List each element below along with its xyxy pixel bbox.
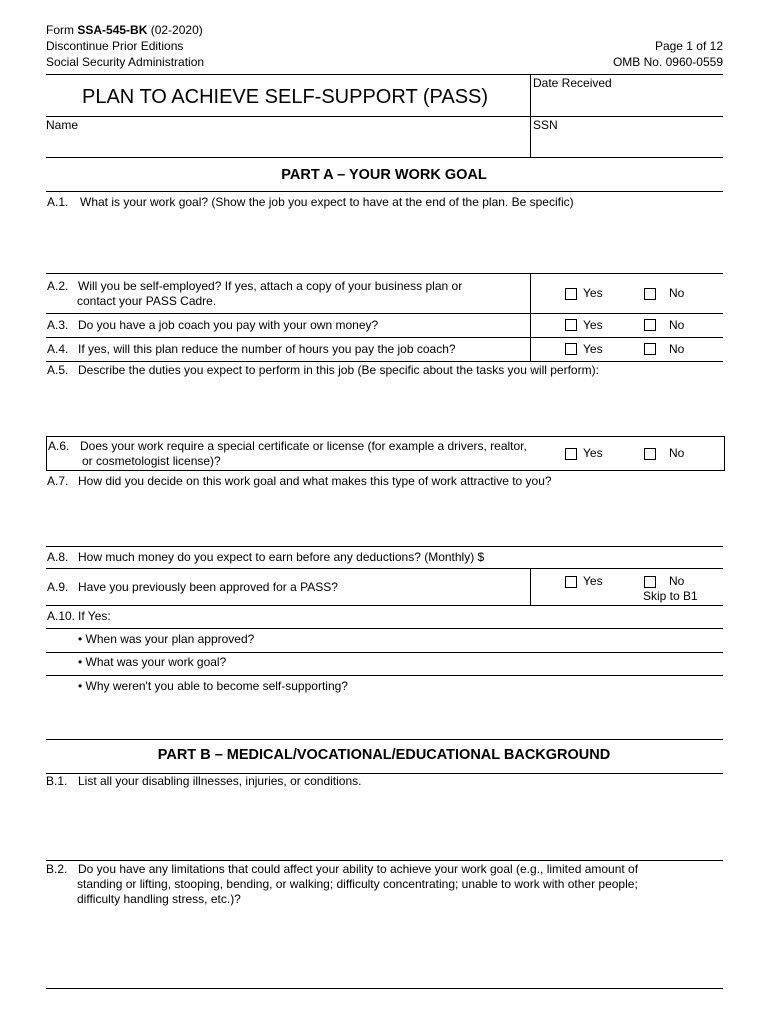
form-date: (02-2020) (147, 23, 203, 37)
a9-divider (530, 568, 531, 605)
a9-skip-instruction: Skip to B1 (643, 589, 698, 603)
a7-number: A.7. (47, 474, 69, 488)
a2-no-label: No (669, 286, 685, 300)
part-b-top-rule (46, 739, 723, 740)
a10-rule-3 (46, 675, 723, 676)
a1-bottom-rule (46, 273, 723, 274)
b1-number: B.1. (46, 774, 68, 788)
a2-number: A.2. (47, 279, 69, 293)
a4-divider (530, 337, 531, 361)
b2-number: B.2. (46, 862, 68, 876)
form-number: SSA-545-BK (77, 23, 148, 37)
a10-bullet-work-goal: • What was your work goal? (78, 655, 227, 669)
a9-no-checkbox[interactable] (644, 576, 656, 588)
part-a-rule (46, 191, 723, 192)
a7-answer-field[interactable] (46, 491, 723, 545)
ssn-label: SSN (533, 118, 558, 132)
a4-number: A.4. (47, 342, 69, 356)
a4-yes-label: Yes (583, 342, 603, 356)
b1-bottom-rule (46, 860, 723, 861)
a6-question-line1: Does your work require a special certificate or license (for example a drivers, realtor, (80, 439, 527, 453)
part-a-heading: PART A – YOUR WORK GOAL (281, 167, 487, 183)
b2-question-line2: standing or lifting, stooping, bending, or walking; difficulty concentrating; unable to work with other people; (77, 877, 638, 891)
a2-divider (530, 273, 531, 313)
a6-no-label: No (669, 446, 685, 460)
page-number: Page 1 of 12 (654, 39, 723, 53)
a1-question: What is your work goal? (Show the job you expect to have at the end of the plan. Be specific) (80, 195, 574, 209)
b2-answer-field[interactable] (46, 909, 723, 987)
date-received-field[interactable] (531, 90, 723, 116)
a3-divider (530, 313, 531, 337)
a10-bullet-approved: • When was your plan approved? (78, 632, 255, 646)
a3-question: Do you have a job coach you pay with your own money? (78, 318, 379, 332)
a10-rule-2 (46, 652, 723, 653)
a6-yes-checkbox[interactable] (565, 448, 577, 460)
a3-yes-label: Yes (583, 318, 603, 332)
a9-bottom-rule (46, 605, 723, 606)
a9-no-label: No (669, 574, 685, 588)
a6-yes-label: Yes (583, 446, 603, 460)
a5-answer-field[interactable] (46, 380, 723, 435)
a3-no-checkbox[interactable] (644, 319, 656, 331)
a2-no-checkbox[interactable] (644, 288, 656, 300)
ssn-field[interactable] (531, 132, 723, 157)
a10-work-goal-field[interactable] (240, 654, 722, 674)
a3-number: A.3. (47, 318, 69, 332)
a9-yes-checkbox[interactable] (565, 576, 577, 588)
agency-name: Social Security Administration (46, 55, 205, 69)
part-b-heading: PART B – MEDICAL/VOCATIONAL/EDUCATIONAL BACKGROUND (157, 747, 611, 763)
discontinue-note: Discontinue Prior Editions (46, 39, 184, 53)
page-title: PLAN TO ACHIEVE SELF-SUPPORT (PASS) (82, 86, 489, 108)
a7-bottom-rule (46, 546, 723, 547)
name-bottom-rule (46, 157, 723, 158)
title-top-rule (46, 74, 723, 75)
a9-number: A.9. (47, 580, 69, 594)
a6-right-border (724, 436, 725, 470)
a4-yes-checkbox[interactable] (565, 343, 577, 355)
a1-number: A.1. (47, 195, 69, 209)
a6-number: A.6. (48, 439, 70, 453)
a9-question: Have you previously been approved for a PASS? (78, 580, 338, 594)
a2-question-line1: Will you be self-employed? If yes, attach a copy of your business plan or (78, 279, 463, 293)
b1-question: List all your disabling illnesses, injuries, or conditions. (78, 774, 362, 788)
b2-question-line3: difficulty handling stress, etc.)? (77, 892, 241, 906)
name-top-rule (46, 116, 723, 117)
a6-top-rule (46, 436, 725, 437)
a6-left-border (46, 436, 47, 470)
a4-question: If yes, will this plan reduce the number of hours you pay the job coach? (78, 342, 456, 356)
a10-question: If Yes: (78, 609, 111, 623)
a7-question: How did you decide on this work goal and what makes this type of work attractive to you? (78, 474, 552, 488)
a10-number: A.10. (47, 609, 76, 623)
b2-bottom-rule (46, 988, 723, 989)
a10-bullet-self-supporting: • Why weren't you able to become self-supporting? (78, 679, 348, 693)
a2-bottom-rule (46, 313, 723, 314)
b1-answer-field[interactable] (46, 791, 723, 859)
a3-no-label: No (669, 318, 685, 332)
a8-amount-field[interactable] (510, 548, 722, 567)
a4-no-label: No (669, 342, 685, 356)
a3-yes-checkbox[interactable] (565, 319, 577, 331)
a8-question: How much money do you expect to earn before any deductions? (Monthly) $ (78, 550, 485, 564)
a6-bottom-rule (46, 470, 725, 471)
a4-bottom-rule (46, 361, 723, 362)
a2-yes-checkbox[interactable] (565, 288, 577, 300)
a9-yes-label: Yes (583, 574, 603, 588)
a1-answer-field[interactable] (46, 212, 723, 272)
a10-rule-1 (46, 628, 723, 629)
a10-self-supporting-field[interactable] (46, 696, 723, 738)
a10-approved-field[interactable] (270, 630, 722, 650)
name-field[interactable] (46, 132, 529, 157)
form-number-line (46, 23, 203, 38)
a2-yes-label: Yes (583, 286, 603, 300)
omb-number: OMB No. 0960-0559 (612, 55, 723, 69)
a5-question: Describe the duties you expect to perform in this job (Be specific about the tasks you will perform): (78, 363, 599, 377)
date-received-label: Date Received (533, 76, 612, 90)
a5-number: A.5. (47, 363, 69, 377)
a4-no-checkbox[interactable] (644, 343, 656, 355)
a6-question-line2: or cosmetologist license)? (82, 454, 221, 468)
form-prefix: Form (46, 23, 78, 37)
a8-number: A.8. (47, 550, 69, 564)
a6-no-checkbox[interactable] (644, 448, 656, 460)
b2-question-line1: Do you have any limitations that could affect your ability to achieve your work goal (e.g., limited amount of (78, 862, 639, 876)
a2-question-line2: contact your PASS Cadre. (77, 294, 217, 308)
a8-bottom-rule (46, 568, 723, 569)
name-label: Name (46, 118, 79, 132)
a3-bottom-rule (46, 337, 723, 338)
